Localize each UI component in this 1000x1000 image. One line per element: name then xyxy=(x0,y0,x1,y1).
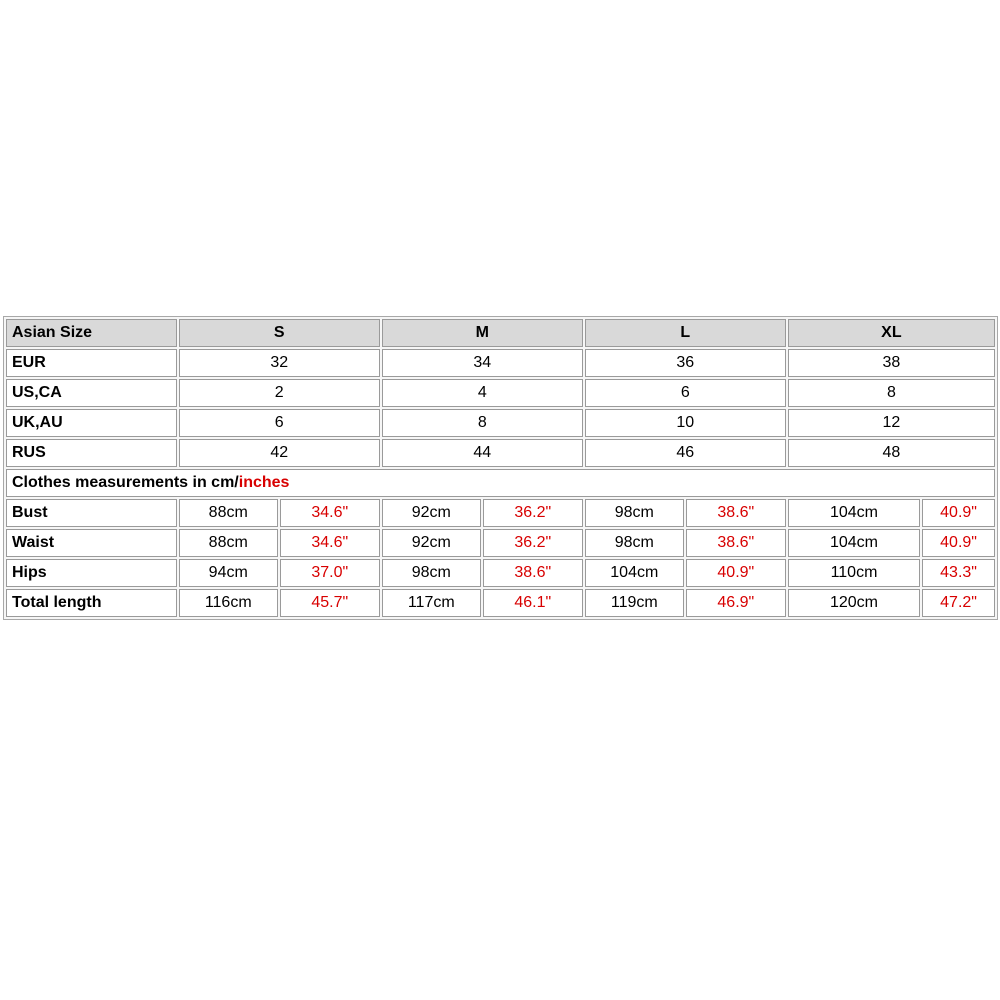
size-value: 8 xyxy=(788,379,995,407)
inch-value: 37.0" xyxy=(280,559,380,587)
inch-value: 36.2" xyxy=(483,499,583,527)
cm-value: 117cm xyxy=(382,589,481,617)
inch-value: 38.6" xyxy=(686,499,786,527)
header-label: Asian Size xyxy=(6,319,177,347)
size-xl-header: XL xyxy=(788,319,995,347)
row-label: Waist xyxy=(6,529,177,557)
size-s-header: S xyxy=(179,319,380,347)
inch-value: 47.2" xyxy=(922,589,995,617)
measurement-row-hips xyxy=(6,559,995,587)
conversion-row-us-ca xyxy=(6,379,995,407)
cm-value: 104cm xyxy=(585,559,684,587)
size-value: 6 xyxy=(179,409,380,437)
conversion-row-eur xyxy=(6,349,995,377)
measurement-row-bust xyxy=(6,499,995,527)
row-label: Total length xyxy=(6,589,177,617)
cm-value: 110cm xyxy=(788,559,920,587)
size-m-header: M xyxy=(382,319,583,347)
size-table xyxy=(4,317,997,619)
measurements-note xyxy=(6,469,995,497)
inch-value: 38.6" xyxy=(686,529,786,557)
size-value: 6 xyxy=(585,379,786,407)
note-prefix: Clothes measurements in cm/ xyxy=(12,474,239,491)
cm-value: 94cm xyxy=(179,559,278,587)
cm-value: 88cm xyxy=(179,529,278,557)
size-value: 4 xyxy=(382,379,583,407)
size-value: 2 xyxy=(179,379,380,407)
cm-value: 119cm xyxy=(585,589,684,617)
cm-value: 92cm xyxy=(382,499,481,527)
row-label: UK,AU xyxy=(6,409,177,437)
inch-value: 34.6" xyxy=(280,529,380,557)
cm-value: 120cm xyxy=(788,589,920,617)
size-value: 12 xyxy=(788,409,995,437)
size-value: 8 xyxy=(382,409,583,437)
inch-value: 46.1" xyxy=(483,589,583,617)
row-label: EUR xyxy=(6,349,177,377)
inch-value: 40.9" xyxy=(922,499,995,527)
inch-value: 43.3" xyxy=(922,559,995,587)
row-label: Bust xyxy=(6,499,177,527)
size-value: 42 xyxy=(179,439,380,467)
measurements-note-row xyxy=(6,469,995,497)
size-value: 32 xyxy=(179,349,380,377)
cm-value: 92cm xyxy=(382,529,481,557)
row-label: RUS xyxy=(6,439,177,467)
size-value: 46 xyxy=(585,439,786,467)
size-value: 38 xyxy=(788,349,995,377)
cm-value: 98cm xyxy=(585,499,684,527)
cm-value: 116cm xyxy=(179,589,278,617)
cm-value: 88cm xyxy=(179,499,278,527)
inch-value: 45.7" xyxy=(280,589,380,617)
size-value: 10 xyxy=(585,409,786,437)
conversion-row-rus xyxy=(6,439,995,467)
measurement-row-total-length xyxy=(6,589,995,617)
size-value: 36 xyxy=(585,349,786,377)
cm-value: 98cm xyxy=(585,529,684,557)
size-value: 48 xyxy=(788,439,995,467)
inch-value: 34.6" xyxy=(280,499,380,527)
row-label: Hips xyxy=(6,559,177,587)
conversion-row-uk-au xyxy=(6,409,995,437)
size-value: 44 xyxy=(382,439,583,467)
inch-value: 38.6" xyxy=(483,559,583,587)
size-l-header: L xyxy=(585,319,786,347)
measurement-row-waist xyxy=(6,529,995,557)
row-label: US,CA xyxy=(6,379,177,407)
size-chart xyxy=(3,316,998,620)
inch-value: 46.9" xyxy=(686,589,786,617)
cm-value: 104cm xyxy=(788,499,920,527)
cm-value: 104cm xyxy=(788,529,920,557)
inch-value: 40.9" xyxy=(686,559,786,587)
size-value: 34 xyxy=(382,349,583,377)
inch-value: 36.2" xyxy=(483,529,583,557)
note-highlight: inches xyxy=(238,474,290,491)
inch-value: 40.9" xyxy=(922,529,995,557)
cm-value: 98cm xyxy=(382,559,481,587)
header-row xyxy=(6,319,995,347)
